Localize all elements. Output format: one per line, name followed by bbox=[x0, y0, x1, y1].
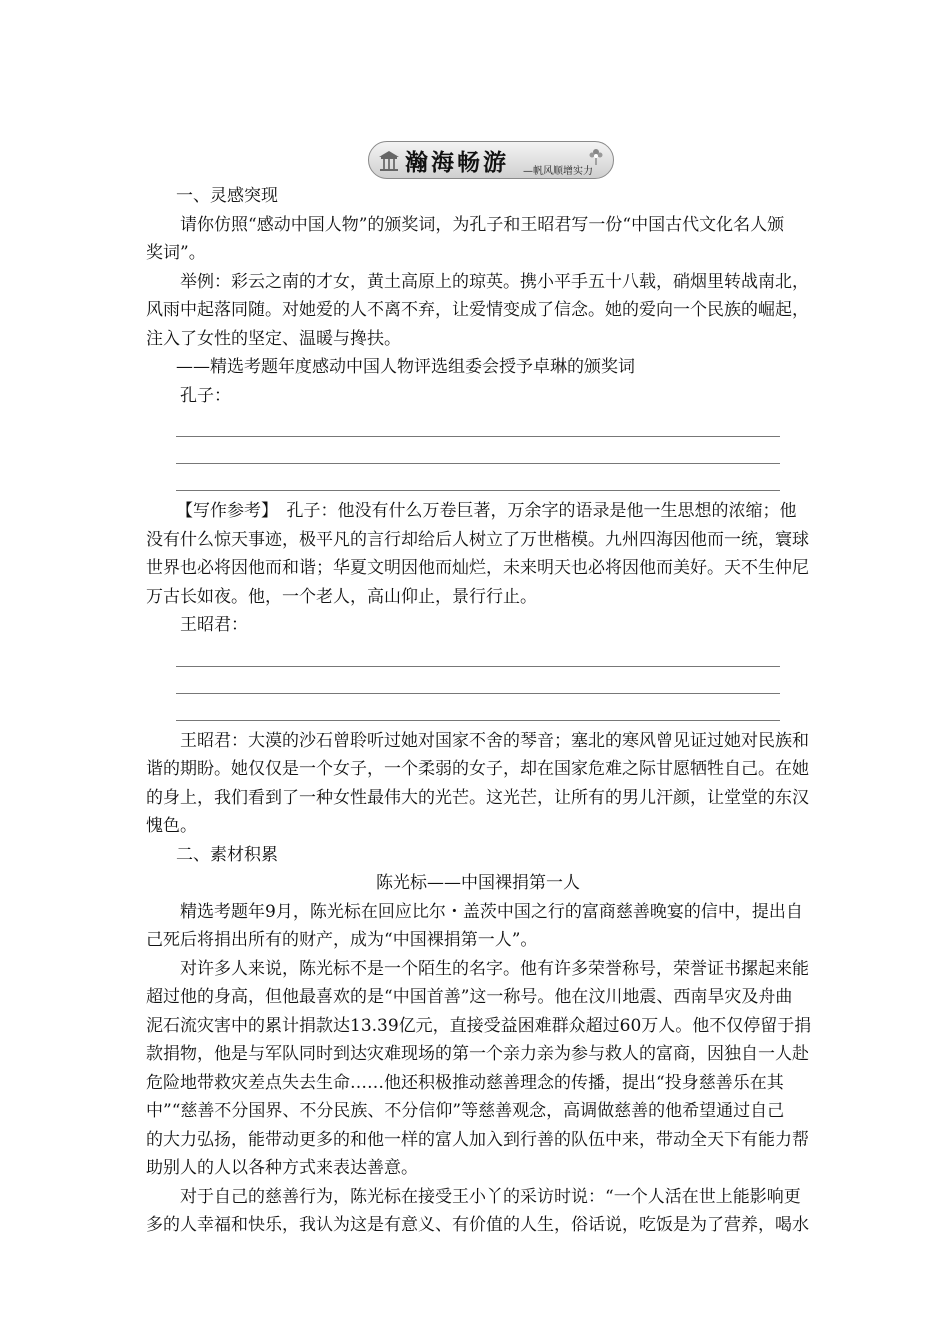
section-banner bbox=[368, 141, 614, 179]
pavilion-icon bbox=[377, 148, 401, 172]
paragraph-line: 危险地带救灾差点失去生命……他还积极推动慈善理念的传播，提出“投身慈善乐在其 bbox=[146, 1072, 784, 1093]
answer-line[interactable] bbox=[176, 640, 780, 667]
reference-line: 愧色。 bbox=[146, 816, 197, 836]
answer-line[interactable] bbox=[176, 694, 780, 721]
section1-heading: 一、灵感突现 bbox=[176, 186, 278, 206]
reference-line: 王昭君：大漠的沙石曾聆听过她对国家不舍的琴音；塞北的寒风曾见证过她对民族和 bbox=[180, 730, 809, 751]
reference-line: 没有什么惊天事迹，极平凡的言行却给后人树立了万世楷模。九州四海因他而一统，寰球 bbox=[146, 529, 809, 550]
paragraph-line: 己死后将捐出所有的财产，成为“中国裸捐第一人”。 bbox=[146, 930, 538, 950]
paragraph-line: 款捐物，他是与军队同时到达灾难现场的第一个亲力亲为参与救人的富商，因独自一人赴 bbox=[146, 1044, 809, 1064]
kongzi-label: 孔子： bbox=[180, 385, 231, 406]
banner-subtitle: —帆风顺增实力 bbox=[523, 166, 593, 177]
paragraph-line: 精选考题年9月，陈光标在回应比尔・盖茨中国之行的富商慈善晚宴的信中，提出自 bbox=[180, 901, 803, 922]
article-title: 陈光标——中国裸捐第一人 bbox=[376, 873, 580, 893]
reference-line: 万古长如夜。他，一个老人，高山仰止，景行行止。 bbox=[146, 586, 537, 607]
paragraph-line: 泥石流灾害中的累计捐款达13.39亿元，直接受益困难群众超过60万人。他不仅停留于捐 bbox=[146, 1015, 812, 1036]
paragraph-line: 中”“慈善不分国界、不分民族、不分信仰”等慈善观念，高调做慈善的他希望通过自己 bbox=[146, 1101, 785, 1121]
paragraph-line: 多的人幸福和快乐，我认为这是有意义、有价值的人生，俗话说，吃饭是为了营养，喝水 bbox=[146, 1215, 809, 1235]
reference-line: 的身上，我们看到了一种女性最伟大的光芒。这光芒，让所有的男儿汗颜，让堂堂的东汉 bbox=[146, 787, 809, 808]
flower-icon bbox=[587, 146, 605, 166]
example-source: ——精选考题年度感动中国人物评选组委会授予卓琳的颁奖词 bbox=[176, 357, 635, 377]
example-line: 注入了女性的坚定、温暖与搀扶。 bbox=[146, 328, 401, 349]
paragraph-line: 超过他的身高，但他最喜欢的是“中国首善”这一称号。他在汶川地震、西南旱灾及舟曲 bbox=[146, 987, 793, 1007]
banner-title: 瀚海畅游 bbox=[405, 150, 509, 176]
main-content bbox=[146, 182, 810, 1240]
reference-line: 世界也必将因他而和谐；华夏文明因他而灿烂，未来明天也必将因他而美好。天不生仲尼 bbox=[146, 558, 809, 578]
prompt-line: 请你仿照“感动中国人物”的颁奖词，为孔子和王昭君写一份“中国古代文化名人颁 bbox=[180, 214, 785, 235]
paragraph-line: 的大力弘扬，能带动更多的和他一样的富人加入到行善的队伍中来，带动全天下有能力帮 bbox=[146, 1129, 809, 1150]
paragraph-line: 对许多人来说，陈光标不是一个陌生的名字。他有许多荣誉称号，荣誉证书摞起来能 bbox=[180, 958, 809, 979]
answer-line[interactable] bbox=[176, 437, 780, 464]
answer-line[interactable] bbox=[176, 410, 780, 437]
reference-line: 谐的期盼。她仅仅是一个女子，一个柔弱的女子，却在国家危难之际甘愿牺牲自己。在她 bbox=[146, 759, 809, 779]
paragraph-line: 助别人的人以各种方式来表达善意。 bbox=[146, 1158, 418, 1178]
example-line: 风雨中起落同随。对她爱的人不离不弃，让爱情变成了信念。她的爱向一个民族的崛起， bbox=[146, 300, 809, 320]
prompt-line: 奖词”。 bbox=[146, 243, 206, 263]
answer-line[interactable] bbox=[176, 464, 780, 491]
reference-line: 【写作参考】 孔子：他没有什么万卷巨著，万余字的语录是他一生思想的浓缩；他 bbox=[176, 501, 797, 521]
wangzhaojun-label: 王昭君： bbox=[180, 615, 248, 635]
section2-heading: 二、素材积累 bbox=[176, 844, 278, 865]
answer-line[interactable] bbox=[176, 667, 780, 694]
example-line: 举例：彩云之南的才女，黄土高原上的琼英。携小平手五十八载，硝烟里转战南北， bbox=[180, 271, 809, 292]
paragraph-line: 对于自己的慈善行为，陈光标在接受王小丫的采访时说：“一个人活在世上能影响更 bbox=[180, 1186, 801, 1207]
